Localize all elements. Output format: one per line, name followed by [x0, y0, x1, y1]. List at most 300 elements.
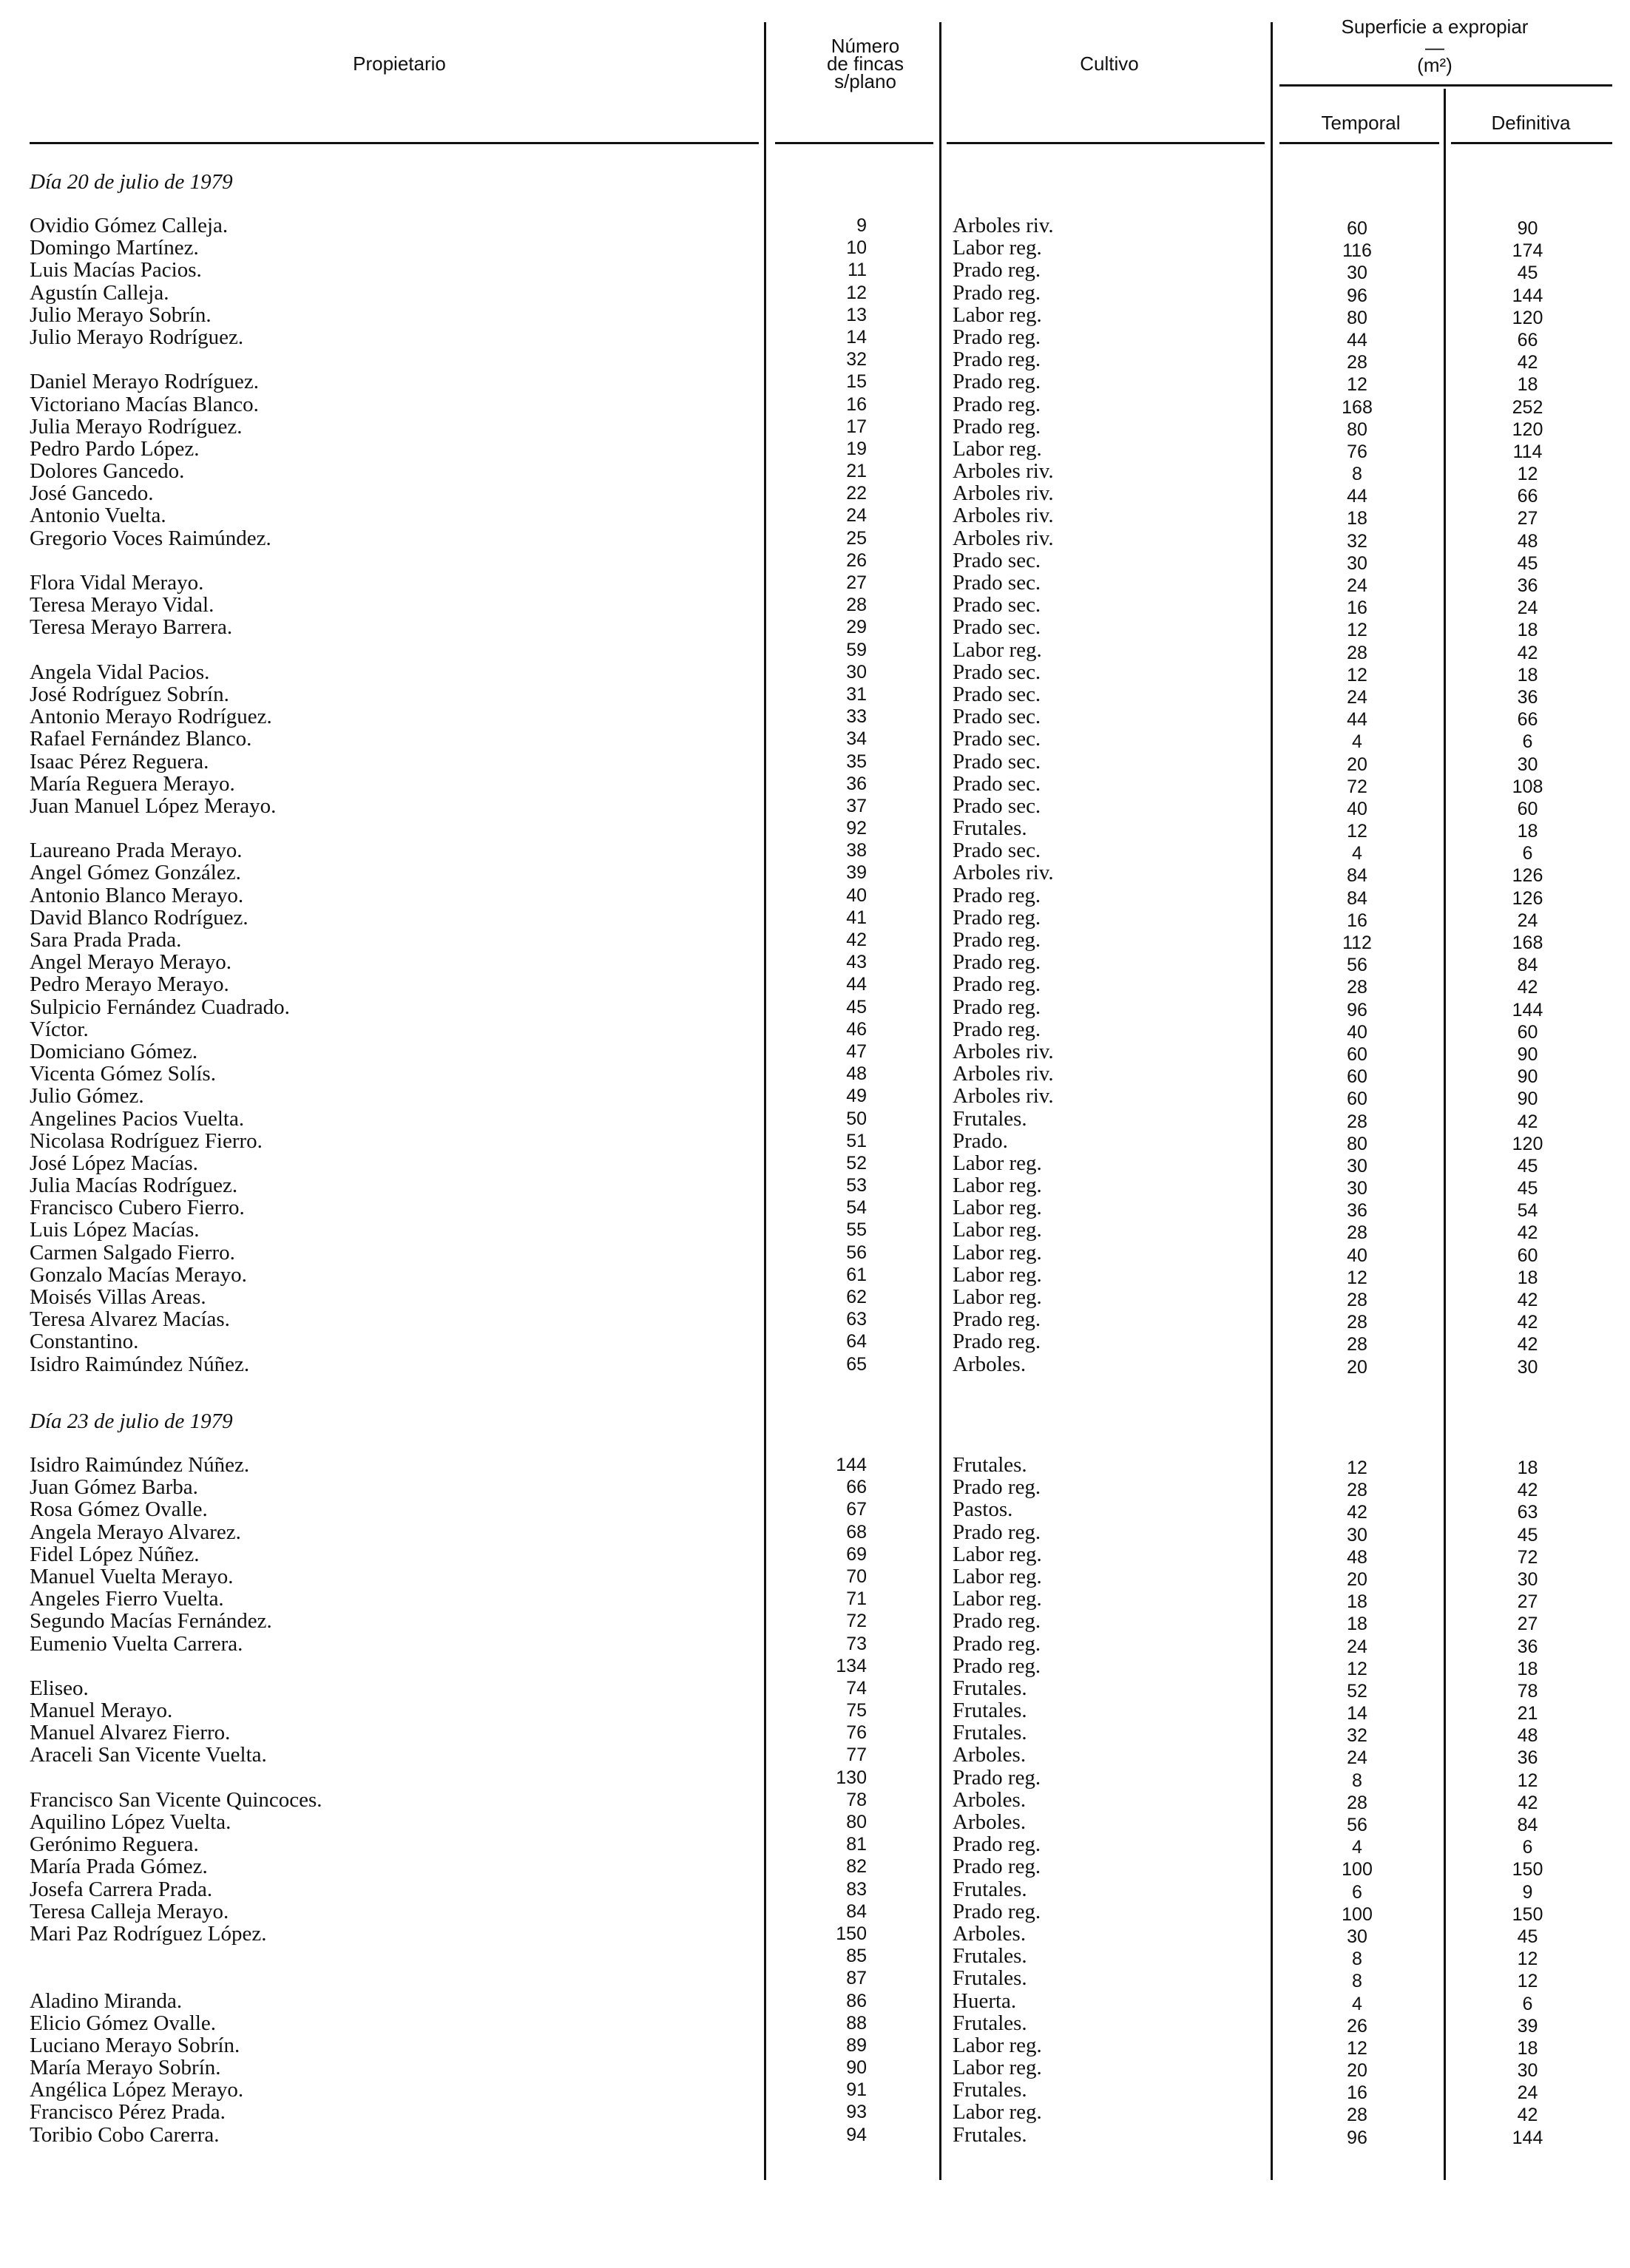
owner-name: Daniel Merayo Rodríguez. [30, 370, 260, 394]
crop-type: Prado reg. [953, 1832, 1041, 1857]
area-temporal: 76 [1347, 441, 1367, 462]
owner-name: Sara Prada Prada. [30, 928, 182, 952]
parcel-number: 39 [846, 862, 867, 884]
parcel-number: 27 [846, 572, 867, 593]
table-row [0, 705, 1630, 731]
header-rule-propietario [30, 142, 759, 144]
owner-name: Angela Vidal Pacios. [30, 660, 210, 684]
header-rule-definitiva [1451, 142, 1612, 144]
parcel-number: 74 [846, 1677, 867, 1699]
crop-type: Prado sec. [953, 839, 1041, 863]
crop-type: Prado reg. [953, 280, 1041, 305]
parcel-number: 59 [846, 639, 867, 660]
area-temporal: 80 [1347, 307, 1367, 328]
table-row [0, 1877, 1630, 1903]
parcel-number: 28 [846, 595, 867, 616]
parcel-number: 61 [846, 1264, 867, 1285]
crop-type: Prado sec. [953, 571, 1041, 595]
owner-name: Julio Gómez. [30, 1084, 144, 1108]
area-temporal: 56 [1347, 955, 1367, 976]
owner-name: Isidro Raimúndez Núñez. [30, 1453, 250, 1477]
crop-type: Prado reg. [953, 392, 1041, 416]
parcel-number: 29 [846, 617, 867, 638]
parcel-number: 90 [846, 2057, 867, 2079]
owner-name: Angelines Pacios Vuelta. [30, 1106, 245, 1131]
header-numero-line2: de fincas [826, 53, 904, 75]
owner-name: Pedro Merayo Merayo. [30, 972, 229, 997]
area-temporal: 84 [1347, 887, 1367, 909]
area-definitiva: 42 [1517, 1334, 1538, 1355]
crop-type: Arboles riv. [953, 481, 1054, 506]
area-definitiva: 120 [1512, 1133, 1543, 1154]
crop-type: Labor reg. [953, 2056, 1042, 2080]
area-definitiva: 24 [1517, 910, 1538, 931]
owner-name: Dolores Gancedo. [30, 459, 185, 484]
area-definitiva: 66 [1517, 486, 1538, 507]
table-row [0, 1565, 1630, 1588]
owner-name: Vicenta Gómez Solís. [30, 1062, 216, 1086]
crop-type: Labor reg. [953, 1564, 1042, 1588]
area-definitiva: 42 [1517, 352, 1538, 373]
parcel-number: 43 [846, 952, 867, 973]
parcel-number: 89 [846, 2034, 867, 2056]
area-temporal: 116 [1342, 240, 1372, 262]
owner-name: Juan Gómez Barba. [30, 1475, 198, 1500]
area-temporal: 24 [1347, 575, 1367, 596]
owner-list-1 [0, 214, 1630, 1378]
area-temporal: 56 [1347, 1815, 1367, 1835]
table-row [0, 258, 1630, 284]
crop-type: Arboles. [953, 1810, 1027, 1834]
table-row [0, 1542, 1630, 1568]
parcel-number: 9 [856, 215, 867, 236]
area-temporal: 4 [1352, 731, 1362, 753]
parcel-number: 56 [846, 1242, 867, 1263]
area-definitiva: 18 [1517, 1658, 1538, 1679]
owner-name: Teresa Alvarez Macías. [30, 1307, 230, 1332]
table-row [0, 1832, 1630, 1858]
area-temporal: 96 [1347, 999, 1367, 1020]
owner-name: Angel Gómez González. [30, 861, 241, 885]
area-temporal: 60 [1347, 1043, 1367, 1065]
area-temporal: 30 [1347, 552, 1367, 574]
crop-type: Prado reg. [953, 1520, 1041, 1544]
parcel-number: 50 [846, 1108, 867, 1129]
parcel-number: 86 [846, 1990, 867, 2011]
crop-type: Labor reg. [953, 1174, 1042, 1198]
owner-name: Antonio Merayo Rodríguez. [30, 705, 272, 729]
parcel-number: 62 [846, 1287, 867, 1307]
parcel-number: 144 [836, 1455, 867, 1475]
area-temporal: 60 [1347, 218, 1367, 239]
area-definitiva: 54 [1517, 1200, 1538, 1222]
parcel-number: 150 [836, 1923, 867, 1944]
owner-name: Angel Merayo Merayo. [30, 950, 231, 975]
table-row [0, 1174, 1630, 1199]
table-row [0, 996, 1630, 1018]
owner-name: Moisés Villas Areas. [30, 1285, 206, 1309]
area-temporal: 30 [1347, 263, 1367, 284]
crop-type: Labor reg. [953, 1262, 1042, 1287]
table-row [0, 751, 1630, 773]
area-temporal: 48 [1347, 1546, 1367, 1568]
area-temporal: 24 [1347, 686, 1367, 708]
area-definitiva: 72 [1517, 1546, 1538, 1568]
area-definitiva: 120 [1512, 307, 1543, 328]
area-temporal: 40 [1347, 798, 1367, 819]
area-temporal: 100 [1342, 1903, 1373, 1925]
owner-name: Nicolasa Rodríguez Fierro. [30, 1128, 263, 1153]
crop-type: Arboles. [953, 1352, 1027, 1376]
parcel-number: 64 [846, 1331, 867, 1353]
area-temporal: 40 [1347, 1245, 1367, 1266]
crop-type: Arboles riv. [953, 459, 1054, 484]
area-definitiva: 78 [1517, 1680, 1538, 1702]
area-definitiva: 144 [1512, 285, 1543, 306]
area-temporal: 16 [1347, 910, 1367, 931]
parcel-number: 77 [846, 1744, 867, 1766]
table-row [0, 1699, 1630, 1722]
area-definitiva: 45 [1517, 1524, 1538, 1546]
parcel-number: 75 [846, 1700, 867, 1722]
owner-name: Domingo Martínez. [30, 236, 199, 260]
area-temporal: 28 [1347, 1792, 1367, 1813]
area-temporal: 8 [1352, 464, 1362, 485]
parcel-number: 134 [836, 1655, 867, 1676]
area-temporal: 28 [1347, 1334, 1367, 1355]
table-row [0, 1017, 1630, 1043]
area-definitiva: 60 [1517, 1245, 1538, 1266]
crop-type: Frutales. [953, 1944, 1027, 1969]
owner-name: Teresa Merayo Vidal. [30, 593, 214, 617]
table-row [0, 214, 1630, 237]
owner-name: Julia Macías Rodríguez. [30, 1174, 238, 1198]
header-numero-line3: s/plano [834, 70, 896, 92]
crop-type: Frutales. [953, 816, 1027, 841]
crop-type: Labor reg. [953, 637, 1042, 662]
parcel-number: 94 [846, 2124, 867, 2145]
parcel-number: 83 [846, 1878, 867, 1900]
area-definitiva: 6 [1522, 1993, 1533, 2014]
area-definitiva: 30 [1517, 1568, 1538, 1590]
table-row [0, 727, 1630, 753]
parcel-number: 48 [846, 1063, 867, 1085]
crop-type: Frutales. [953, 2122, 1027, 2147]
area-temporal: 18 [1347, 1614, 1367, 1635]
crop-type: Prado reg. [953, 905, 1041, 930]
parcel-number: 93 [846, 2102, 867, 2123]
area-temporal: 72 [1347, 776, 1367, 797]
area-temporal: 20 [1347, 2060, 1367, 2082]
owner-name: Agustín Calleja. [30, 280, 169, 305]
owner-name: Angeles Fierro Vuelta. [30, 1587, 224, 1611]
parcel-number: 54 [846, 1197, 867, 1219]
section-date-2: Día 23 de julio de 1979 [30, 1409, 233, 1433]
area-temporal: 16 [1347, 598, 1367, 619]
parcel-number: 12 [846, 282, 867, 303]
table-row [0, 1040, 1630, 1063]
area-definitiva: 45 [1517, 263, 1538, 284]
table-row [0, 1676, 1630, 1702]
table-row [0, 2078, 1630, 2104]
header-temporal: Temporal [1321, 112, 1401, 134]
area-definitiva: 9 [1522, 1881, 1533, 1903]
area-temporal: 80 [1347, 419, 1367, 440]
area-definitiva: 60 [1517, 798, 1538, 819]
header-propietario: Propietario [353, 53, 446, 75]
header-numero [777, 37, 954, 90]
section-date-1: Día 20 de julio de 1979 [30, 170, 233, 194]
area-definitiva: 114 [1512, 441, 1543, 462]
area-definitiva: 84 [1517, 1815, 1538, 1835]
crop-type: Labor reg. [953, 1542, 1042, 1566]
parcel-number: 70 [846, 1565, 867, 1587]
area-temporal: 8 [1352, 1770, 1362, 1791]
owner-name: Isaac Pérez Reguera. [30, 749, 209, 774]
table-row [0, 972, 1630, 998]
area-definitiva: 45 [1517, 1926, 1538, 1947]
area-temporal: 96 [1347, 285, 1367, 306]
parcel-number: 88 [846, 2012, 867, 2034]
crop-type: Labor reg. [953, 1587, 1042, 1611]
parcel-number: 91 [846, 2079, 867, 2101]
owner-name: Francisco Pérez Prada. [30, 2100, 226, 2125]
parcel-number: 19 [846, 438, 867, 459]
area-definitiva: 24 [1517, 598, 1538, 619]
area-definitiva: 30 [1517, 1356, 1538, 1378]
area-temporal: 12 [1347, 620, 1367, 641]
crop-type: Prado reg. [953, 883, 1041, 907]
area-temporal: 4 [1352, 843, 1362, 864]
table-row [0, 1151, 1630, 1177]
crop-type: Arboles riv. [953, 214, 1054, 237]
table-row [0, 2056, 1630, 2082]
owner-name: María Reguera Merayo. [30, 771, 235, 796]
table-row [0, 1966, 1630, 1992]
parcel-number: 21 [846, 461, 867, 482]
parcel-number: 11 [848, 260, 867, 281]
area-definitiva: 60 [1517, 1021, 1538, 1043]
area-definitiva: 12 [1517, 1971, 1538, 1992]
area-definitiva: 45 [1517, 1155, 1538, 1177]
parcel-number: 78 [846, 1789, 867, 1810]
crop-type: Prado reg. [953, 1330, 1041, 1354]
parcel-number: 80 [846, 1812, 867, 1832]
parcel-number: 67 [846, 1499, 867, 1520]
area-temporal: 28 [1347, 977, 1367, 998]
crop-type: Prado sec. [953, 705, 1041, 729]
parcel-number: 69 [846, 1543, 867, 1565]
owner-name: Julio Merayo Sobrín. [30, 302, 212, 327]
owner-name: Pedro Pardo López. [30, 436, 200, 461]
crop-type: Prado reg. [953, 1855, 1041, 1879]
crop-type: Frutales. [953, 1453, 1027, 1477]
table-row [0, 907, 1630, 929]
area-temporal: 20 [1347, 1568, 1367, 1590]
table-row [0, 1130, 1630, 1152]
crop-type: Frutales. [953, 1877, 1027, 1901]
owner-name: Victoriano Macías Blanco. [30, 392, 259, 416]
table-row [0, 950, 1630, 976]
owner-name: Josefa Carrera Prada. [30, 1877, 213, 1901]
area-temporal: 12 [1347, 664, 1367, 686]
owner-name: Elicio Gómez Ovalle. [30, 2011, 217, 2035]
table-row [0, 1108, 1630, 1130]
crop-type: Arboles riv. [953, 504, 1054, 528]
header-cultivo: Cultivo [1080, 53, 1139, 75]
owner-name: Araceli San Vicente Vuelta. [30, 1743, 267, 1767]
area-definitiva: 66 [1517, 329, 1538, 351]
area-definitiva: 42 [1517, 1792, 1538, 1813]
table-row [0, 1633, 1630, 1655]
parcel-number: 49 [846, 1086, 867, 1107]
crop-type: Arboles. [953, 1743, 1027, 1767]
owner-name: Ovidio Gómez Calleja. [30, 214, 229, 237]
owner-name: Laureano Prada Merayo. [30, 839, 243, 863]
crop-type: Prado sec. [953, 749, 1041, 774]
area-definitiva: 6 [1522, 731, 1533, 753]
area-definitiva: 27 [1517, 1591, 1538, 1613]
table-row [0, 526, 1630, 552]
parcel-number: 87 [846, 1968, 867, 1989]
crop-type: Prado. [953, 1128, 1008, 1153]
area-temporal: 44 [1347, 486, 1367, 507]
area-definitiva: 42 [1517, 977, 1538, 998]
crop-type: Prado reg. [953, 370, 1041, 394]
owner-list-2 [0, 1454, 1630, 2146]
area-definitiva: 168 [1512, 932, 1543, 953]
parcel-number: 25 [846, 527, 867, 549]
area-definitiva: 42 [1517, 1222, 1538, 1244]
area-temporal: 16 [1347, 2082, 1367, 2104]
parcel-number: 53 [846, 1175, 867, 1196]
area-temporal: 40 [1347, 1021, 1367, 1043]
table-row [0, 1286, 1630, 1308]
table-row [0, 1218, 1630, 1244]
area-temporal: 12 [1347, 1658, 1367, 1679]
table-row [0, 884, 1630, 907]
table-row [0, 1767, 1630, 1789]
crop-type: Prado reg. [953, 1765, 1041, 1790]
area-definitiva: 120 [1512, 419, 1543, 440]
crop-type: Frutales. [953, 2078, 1027, 2102]
area-temporal: 80 [1347, 1133, 1367, 1154]
crop-type: Prado reg. [953, 1631, 1041, 1656]
area-temporal: 112 [1342, 932, 1372, 953]
crop-type: Prado reg. [953, 1475, 1041, 1500]
header-dash: — [1425, 36, 1444, 58]
crop-type: Prado reg. [953, 950, 1041, 975]
parcel-number: 32 [846, 349, 867, 370]
area-definitiva: 30 [1517, 754, 1538, 775]
area-definitiva: 108 [1512, 776, 1543, 797]
crop-type: Labor reg. [953, 1151, 1042, 1175]
area-temporal: 30 [1347, 1524, 1367, 1546]
area-definitiva: 84 [1517, 955, 1538, 976]
area-temporal: 28 [1347, 1312, 1367, 1333]
area-definitiva: 12 [1517, 1770, 1538, 1791]
table-row [0, 236, 1630, 262]
owner-name: María Prada Gómez. [30, 1855, 208, 1879]
area-temporal: 96 [1347, 2127, 1367, 2148]
parcel-number: 24 [846, 505, 867, 527]
crop-type: Prado reg. [953, 928, 1041, 952]
owner-name: Rosa Gómez Ovalle. [30, 1497, 208, 1522]
parcel-number: 42 [846, 930, 867, 950]
table-row [0, 504, 1630, 527]
area-temporal: 24 [1347, 1747, 1367, 1769]
area-definitiva: 45 [1517, 1178, 1538, 1199]
table-row [0, 1062, 1630, 1088]
table-row [0, 795, 1630, 817]
area-definitiva: 24 [1517, 2082, 1538, 2104]
area-definitiva: 252 [1512, 396, 1543, 418]
table-row [0, 370, 1630, 396]
area-definitiva: 18 [1517, 1267, 1538, 1288]
table-row [0, 1454, 1630, 1476]
area-temporal: 28 [1347, 642, 1367, 663]
crop-type: Labor reg. [953, 236, 1042, 260]
crop-type: Frutales. [953, 1106, 1027, 1131]
crop-type: Prado reg. [953, 258, 1041, 282]
parcel-number: 130 [836, 1767, 867, 1788]
area-definitiva: 30 [1517, 2060, 1538, 2082]
area-temporal: 4 [1352, 1837, 1362, 1858]
parcel-number: 85 [846, 1946, 867, 1967]
parcel-number: 44 [846, 974, 867, 995]
area-temporal: 8 [1352, 1971, 1362, 1992]
header-rule-cultivo [947, 142, 1265, 144]
parcel-number: 26 [846, 549, 867, 571]
table-row [0, 1475, 1630, 1501]
area-definitiva: 12 [1517, 464, 1538, 485]
area-definitiva: 150 [1512, 1903, 1543, 1925]
owner-name: Carmen Salgado Fierro. [30, 1240, 235, 1265]
crop-type: Prado reg. [953, 1899, 1041, 1923]
area-definitiva: 144 [1512, 2127, 1543, 2148]
table-row [0, 1587, 1630, 1613]
owner-name: Antonio Blanco Merayo. [30, 883, 244, 907]
crop-type: Prado reg. [953, 995, 1041, 1019]
crop-type: Labor reg. [953, 1240, 1042, 1265]
crop-type: Prado reg. [953, 348, 1041, 372]
crop-type: Prado reg. [953, 414, 1041, 439]
table-row [0, 1855, 1630, 1881]
area-definitiva: 144 [1512, 999, 1543, 1020]
owner-name: Manuel Vuelta Merayo. [30, 1564, 234, 1588]
crop-type: Arboles riv. [953, 526, 1054, 550]
parcel-number: 33 [846, 706, 867, 728]
area-temporal: 12 [1347, 2037, 1367, 2059]
table-row [0, 839, 1630, 864]
table-row [0, 1743, 1630, 1769]
table-row [0, 929, 1630, 951]
area-temporal: 168 [1342, 396, 1373, 418]
area-temporal: 28 [1347, 1290, 1367, 1310]
parcel-number: 51 [846, 1130, 867, 1151]
area-definitiva: 48 [1517, 530, 1538, 552]
area-temporal: 12 [1347, 1267, 1367, 1288]
table-row [0, 2100, 1630, 2126]
owner-name: Fidel López Núñez. [30, 1542, 200, 1566]
header-definitiva: Definitiva [1491, 112, 1571, 134]
crop-type: Prado reg. [953, 325, 1041, 349]
area-temporal: 32 [1347, 530, 1367, 552]
crop-type: Frutales. [953, 2011, 1027, 2035]
area-definitiva: 42 [1517, 2105, 1538, 2126]
crop-type: Labor reg. [953, 2033, 1042, 2057]
table-row [0, 615, 1630, 641]
